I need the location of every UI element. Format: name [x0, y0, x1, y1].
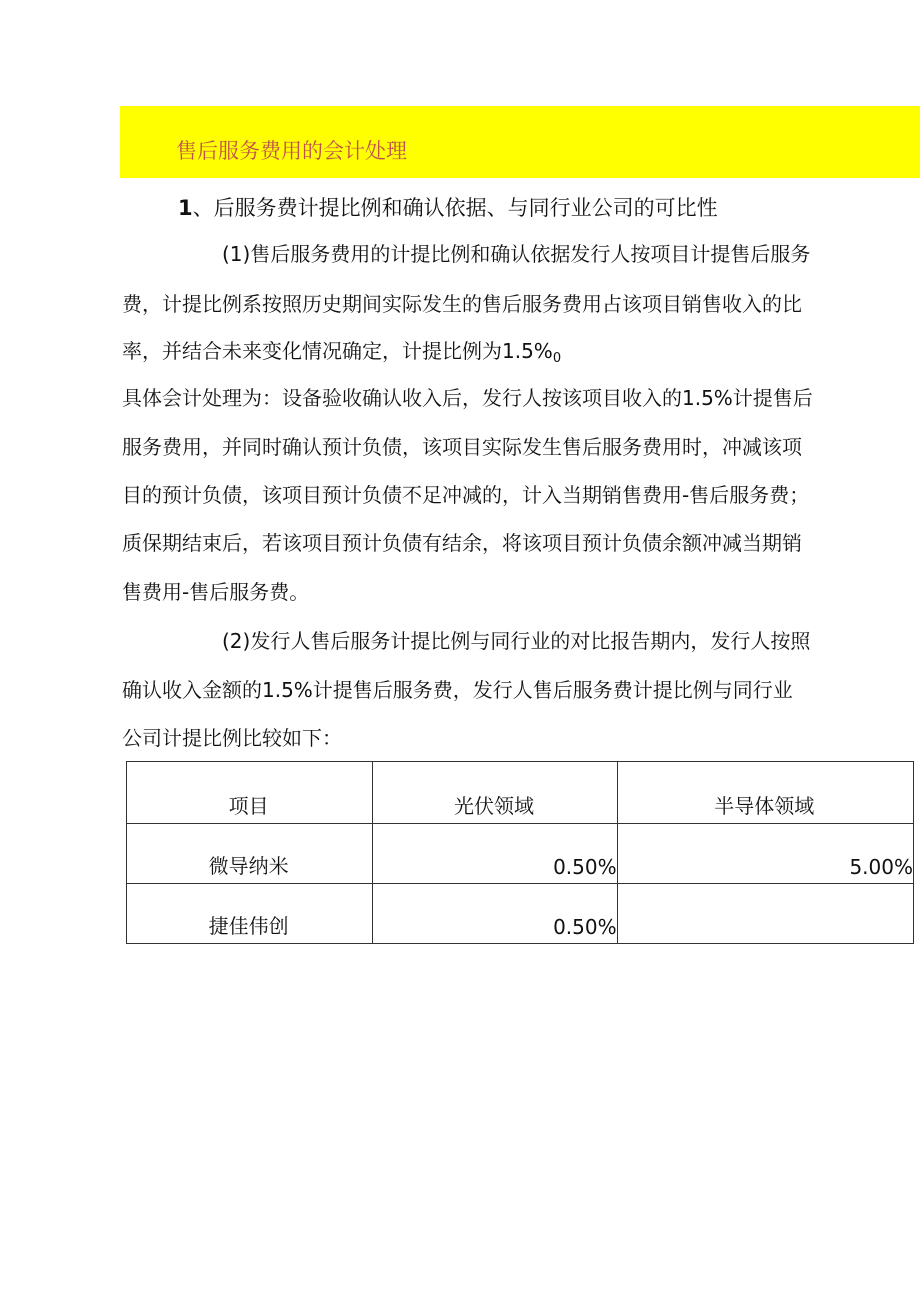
header-item: 项目 — [127, 762, 373, 824]
para2-line-2: 确认收入金额的1.5%计提售后服务费，发行人售后服务费计提比例与同行业 — [122, 678, 793, 702]
para1-line-7: 质保期结束后，若该项目预计负债有结余，将该项目预计负债余额冲减当期销 — [122, 531, 802, 555]
para1-line-6: 目的预计负债，该项目预计负债不足冲减的，计入当期销售费用-售后服务费； — [122, 483, 810, 507]
section-heading — [178, 192, 718, 224]
para1-line-3-text: 率，并结合未来变化情况确定，计提比例为1.5% — [122, 339, 553, 363]
row-pv-value: 0.50% — [373, 824, 617, 884]
row-company-name: 微导纳米 — [127, 824, 373, 884]
table-header-row — [127, 762, 914, 824]
table-row — [127, 884, 914, 944]
para1-line-2: 费，计提比例系按照历史期间实际发生的售后服务费用占该项目销售收入的比 — [122, 292, 802, 316]
para1-line-4: 具体会计处理为：设备验收确认收入后，发行人按该项目收入的1.5%计提售后 — [122, 386, 813, 410]
row-semiconductor-value — [617, 884, 913, 944]
section-number: 1 — [178, 196, 193, 220]
para1-line-5: 服务费用，并同时确认预计负债，该项目实际发生售后服务费用时，冲减该项 — [122, 435, 802, 459]
para2-line-1: (2)发行人售后服务计提比例与同行业的对比报告期内，发行人按照 — [222, 629, 811, 653]
para1-line-1: (1)售后服务费用的计提比例和确认依据发行人按项目计提售后服务 — [222, 242, 811, 266]
para1-line-8: 售费用-售后服务费。 — [122, 580, 310, 604]
row-semiconductor-value: 5.00% — [617, 824, 913, 884]
table-row — [127, 824, 914, 884]
para1-subscript-zero: 0 — [552, 351, 562, 366]
header-pv: 光伏领域 — [373, 762, 617, 824]
header-semiconductor: 半导体领域 — [617, 762, 913, 824]
comparison-table — [126, 761, 914, 944]
banner-title: 售后服务费用的会计处理 — [176, 139, 407, 163]
row-pv-value: 0.50% — [373, 884, 617, 944]
para2-line-3: 公司计提比例比较如下： — [122, 726, 342, 750]
section-heading-text: 、后服务费计提比例和确认依据、与同行业公司的可比性 — [192, 196, 718, 220]
row-company-name: 捷佳伟创 — [127, 884, 373, 944]
para1-line-3 — [122, 336, 561, 374]
